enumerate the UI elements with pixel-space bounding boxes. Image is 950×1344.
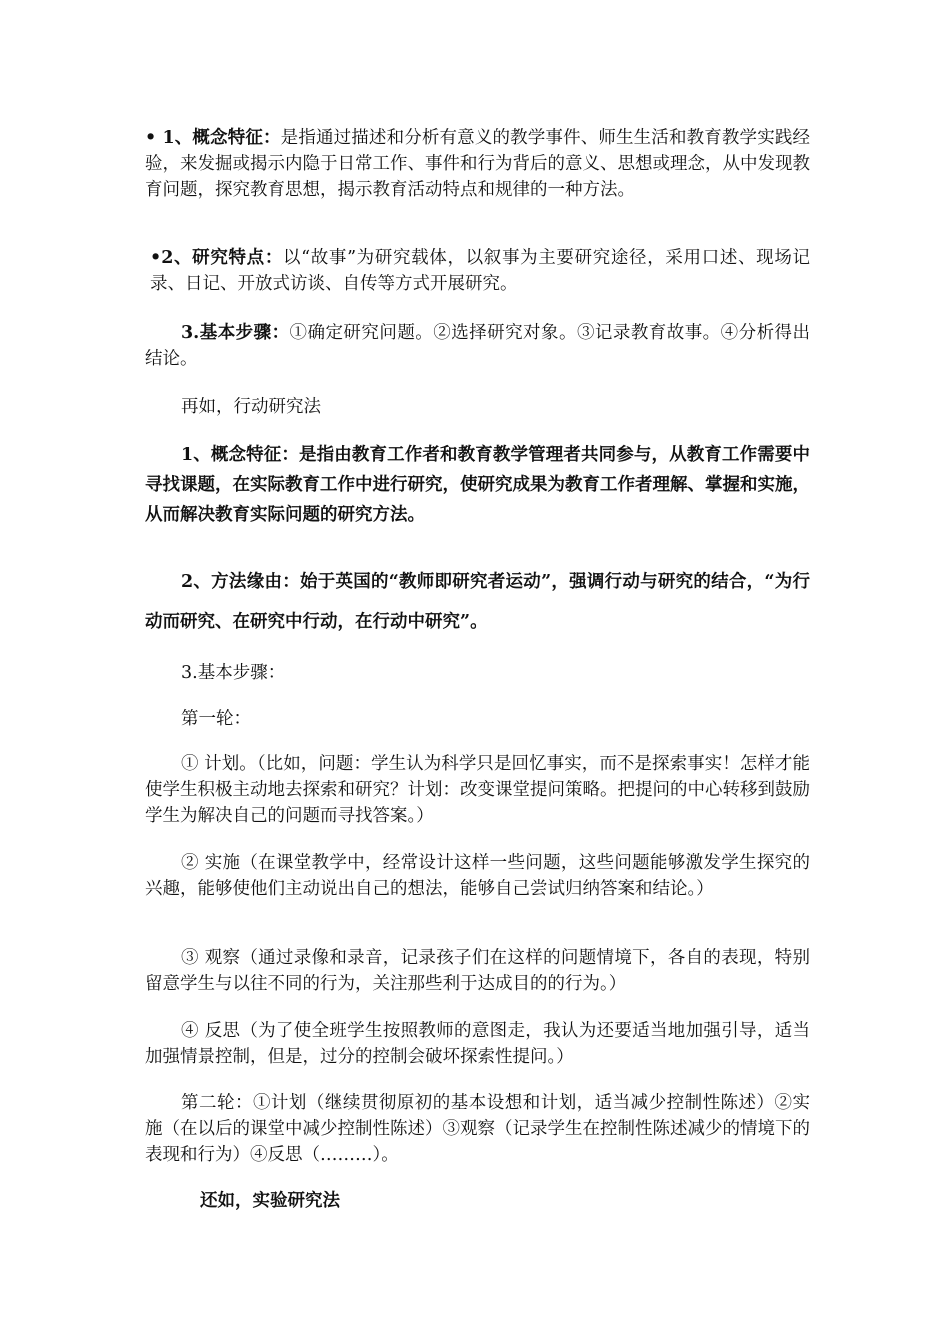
paragraph-step-reflect: ④ 反思（为了使全班学生按照教师的意图走，我认为还要适当地加强引导，适当加强情景控制，但是，过分的控制会破坏探索性提问。） xyxy=(145,1021,810,1067)
bullet-2: • xyxy=(150,248,162,268)
paragraph-research-features xyxy=(150,245,810,297)
bullet-1: • xyxy=(145,128,163,148)
body-basic-steps: ①确定研究问题。②选择研究对象。③记录教育故事。④分析得出结论。 xyxy=(145,323,810,369)
paragraph-method-origin: 2、方法缘由：始于英国的“教师即研究者运动”，强调行动与研究的结合，“为行动而研究、在研究中行动，在行动中研究”。 xyxy=(145,572,810,632)
paragraph-action-concept-features: 1、概念特征：是指由教育工作者和教育教学管理者共同参与，从教育工作需要中寻找课题，在实际教育工作中进行研究，使研究成果为教育工作者理解、掌握和实施，从而解决教育实际问题的研究方法。 xyxy=(145,445,810,525)
paragraph-concept-features-narrative xyxy=(145,125,810,203)
paragraph-second-round: 第二轮：①计划（继续贯彻原初的基本设想和计划，适当减少控制性陈述）②实施（在以后的课堂中减少控制性陈述）③观察（记录学生在控制性陈述减少的情境下的表现和行为）④反思（………）。 xyxy=(145,1093,810,1165)
body-concept-features: 是指通过描述和分析有意义的教学事件、师生生活和教育教学实践经验，来发掘或揭示内隐于日常工作、事件和行为背后的意义、思想或理念，从中发现教育问题，探究教育思想，揭示教育活动特点和规律的一种方法。 xyxy=(145,128,811,200)
body-research-features: 以“故事”为研究载体，以叙事为主要研究途径，采用口述、现场记录、日记、开放式访谈、自传等方式开展研究。 xyxy=(150,248,810,294)
paragraph-action-research-intro: 再如，行动研究法 xyxy=(181,397,321,417)
heading-concept-features: 1、概念特征： xyxy=(162,128,281,148)
paragraph-first-round: 第一轮： xyxy=(181,709,251,729)
heading-basic-steps: 3.基本步骤： xyxy=(181,323,290,343)
paragraph-basic-steps-narrative xyxy=(145,320,810,372)
paragraph-step-plan: ① 计划。（比如，问题：学生认为科学只是回忆事实，而不是探索事实！怎样才能使学生积极主动地去探索和研究？计划：改变课堂提问策略。把提问的中心转移到鼓励学生为解决自己的问题而寻找答案。） xyxy=(145,754,810,826)
paragraph-experimental-research-intro: 还如，实验研究法 xyxy=(200,1191,340,1211)
paragraph-action-basic-steps: 3.基本步骤： xyxy=(181,663,286,683)
paragraph-step-implement: ② 实施（在课堂教学中，经常设计这样一些问题，这些问题能够激发学生探究的兴趣，能够使他们主动说出自己的想法，能够自己尝试归纳答案和结论。） xyxy=(145,853,810,899)
heading-research-features: 2、研究特点： xyxy=(161,248,283,268)
paragraph-step-observe: ③ 观察（通过录像和录音，记录孩子们在这样的问题情境下，各自的表现，特别留意学生与以往不同的行为，关注那些利于达成目的的行为。） xyxy=(145,948,810,994)
